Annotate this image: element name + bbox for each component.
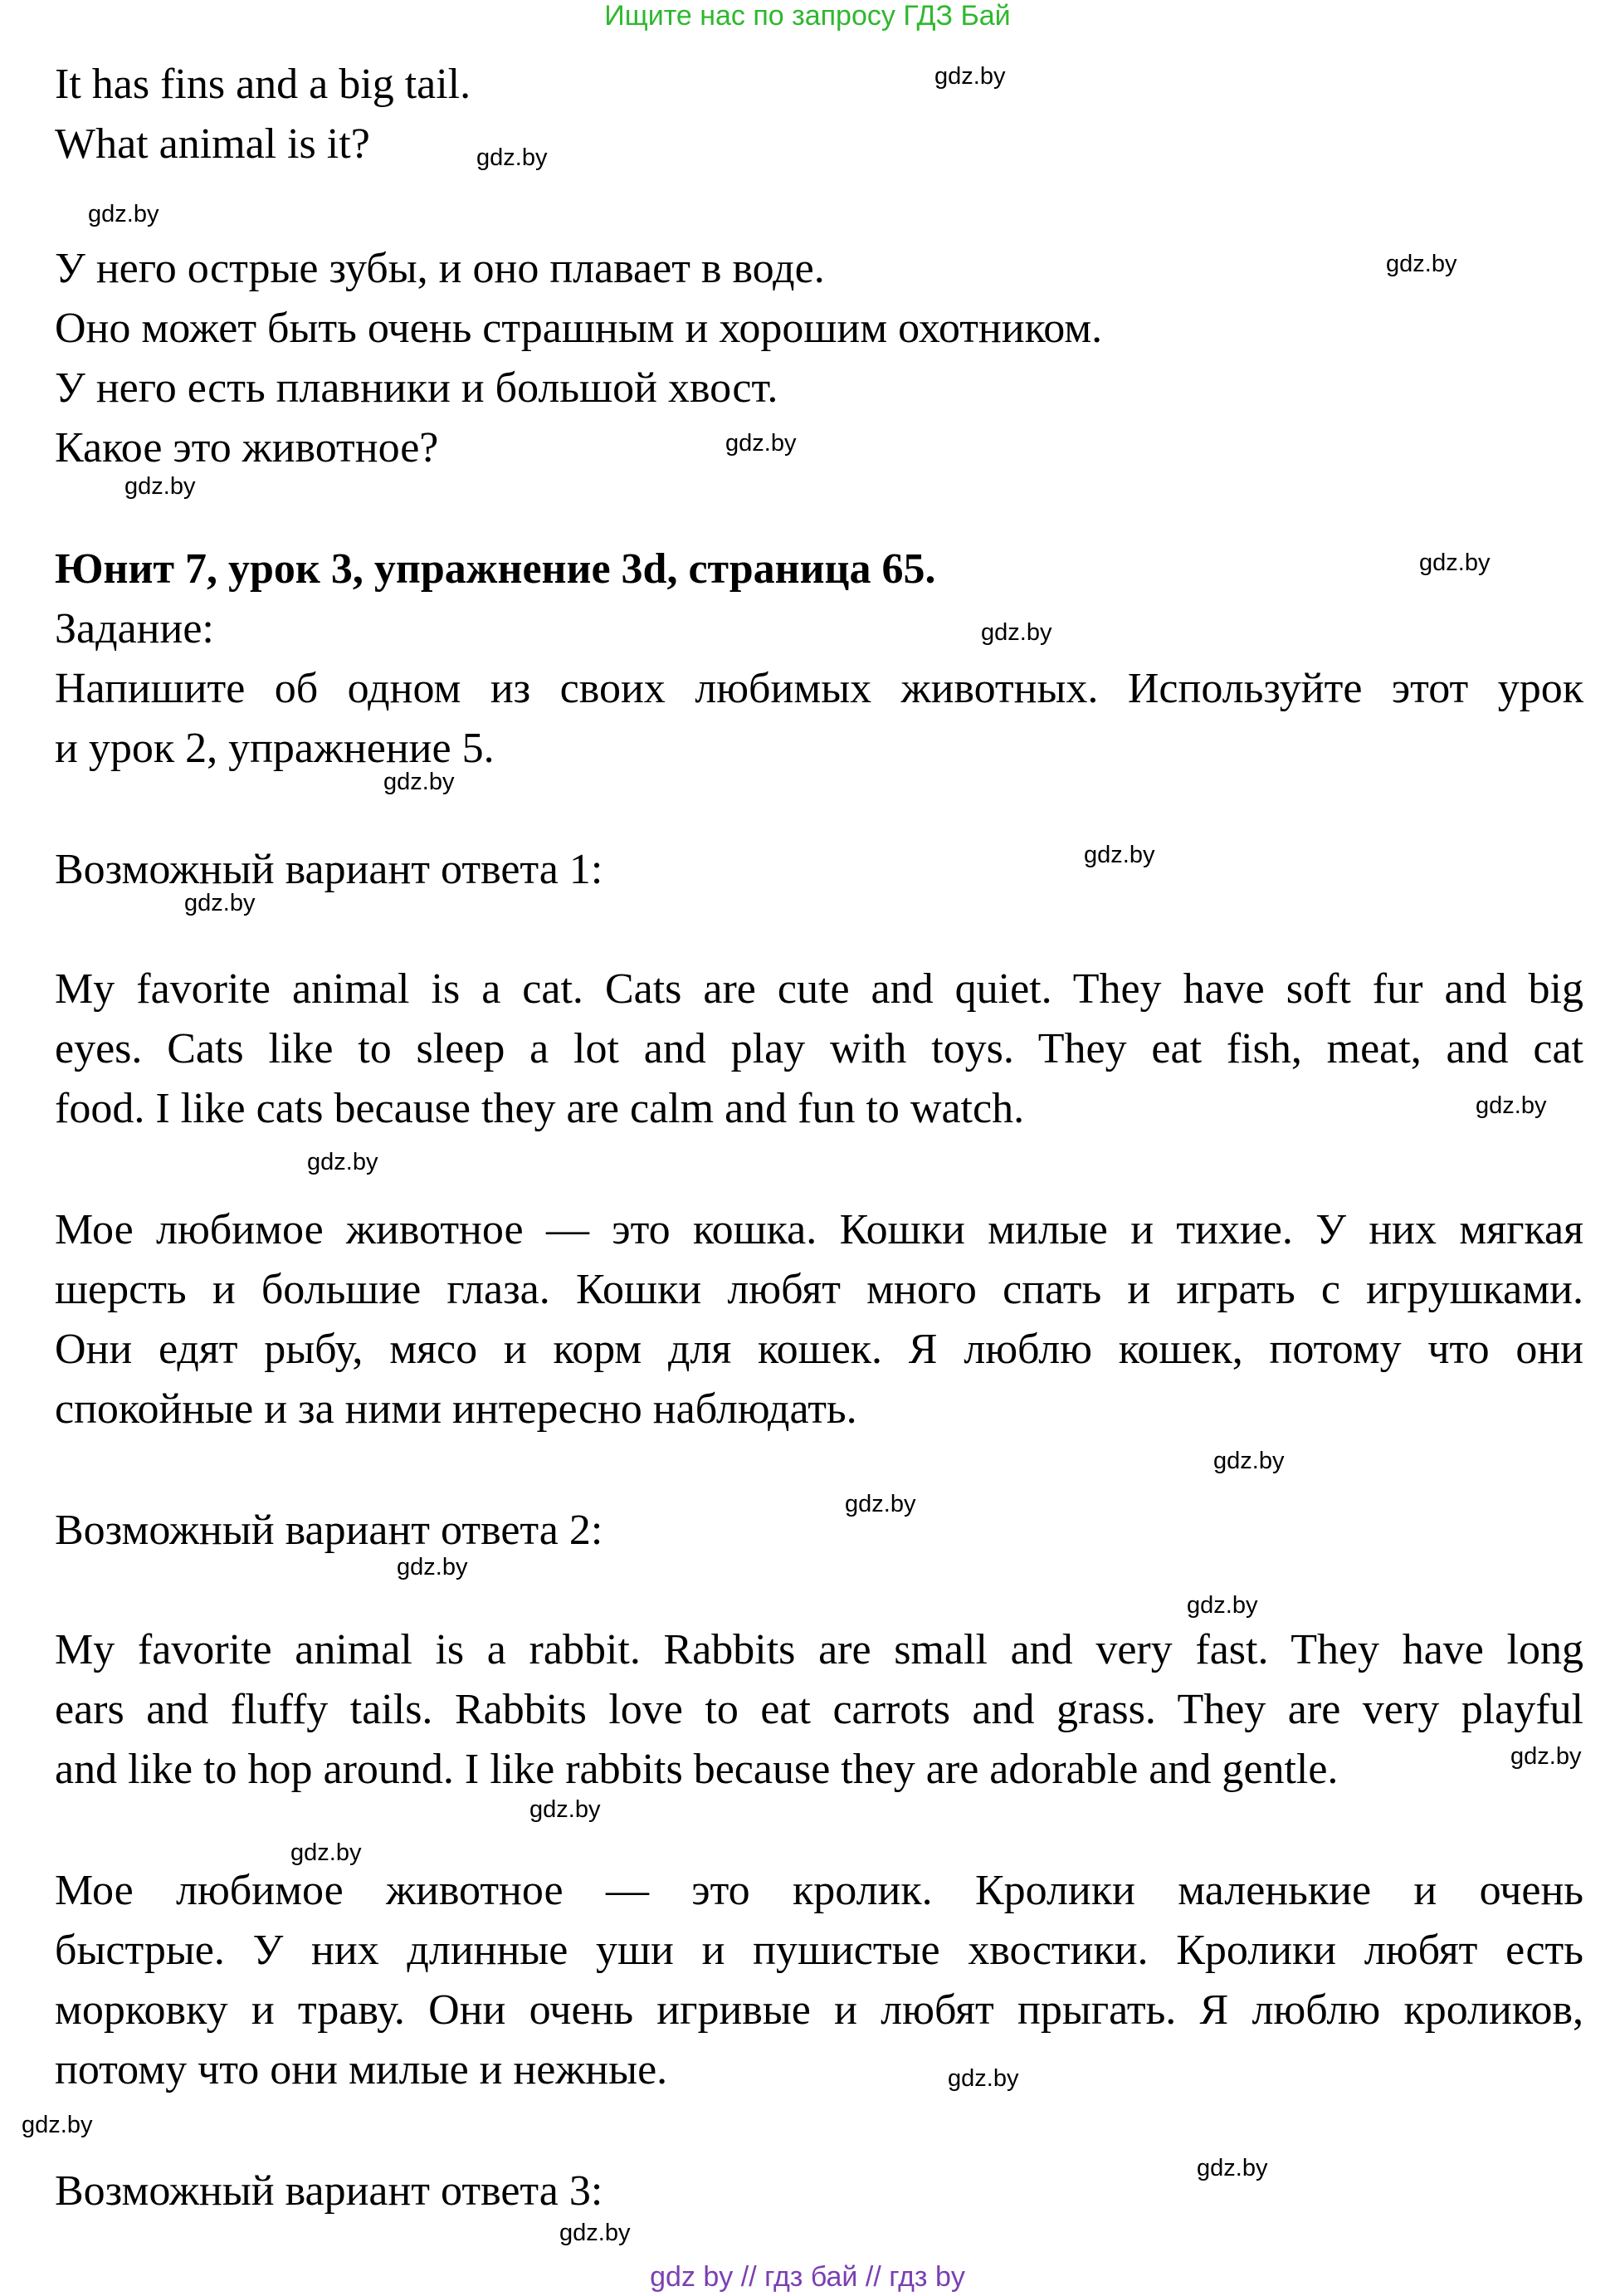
watermark: gdz.by — [1510, 1743, 1582, 1770]
watermark: gdz.by — [559, 2220, 631, 2246]
answer-2-en-line-3: and like to hop around. I like rabbits because they are adorable and gentle. — [55, 1746, 1339, 1793]
riddle-ru-line-3: У него есть плавники и большой хвост. — [55, 364, 778, 412]
watermark: gdz.by — [290, 1839, 362, 1866]
watermark: gdz.by — [22, 2112, 93, 2138]
riddle-ru-line-4: Какое это животное? — [55, 424, 439, 471]
answer-2-ru-line-2: быстрые. У них длинные уши и пушистые хвостики. Кролики любят есть — [55, 1927, 1583, 1974]
task-line-1: Напишите об одном из своих любимых животных. Используйте этот урок — [55, 665, 1583, 712]
watermark: gdz.by — [725, 430, 797, 457]
watermark: gdz.by — [383, 769, 455, 795]
watermark: gdz.by — [1419, 550, 1491, 576]
watermark: gdz.by — [845, 1491, 916, 1517]
watermark: gdz.by — [184, 890, 256, 916]
watermark: gdz.by — [476, 144, 548, 171]
top-search-banner: Ищите нас по запросу ГДЗ Бай — [604, 0, 1011, 32]
watermark: gdz.by — [1476, 1092, 1547, 1119]
riddle-ru-line-2: Оно может быть очень страшным и хорошим охотником. — [55, 305, 1103, 352]
watermark: gdz.by — [397, 1554, 468, 1580]
watermark: gdz.by — [934, 63, 1006, 90]
watermark: gdz.by — [948, 2065, 1019, 2092]
task-label: Задание: — [55, 605, 214, 652]
watermark: gdz.by — [1187, 1592, 1258, 1619]
watermark: gdz.by — [1213, 1448, 1285, 1474]
answer-1-ru-line-3: Они едят рыбу, мясо и корм для кошек. Я люблю кошек, потому что они — [55, 1326, 1583, 1373]
answer-1-ru-line-4: спокойные и за ними интересно наблюдать. — [55, 1385, 857, 1433]
answer-1-en-line-2: eyes. Cats like to sleep a lot and play with toys. They eat fish, meat, and cat — [55, 1025, 1583, 1072]
footer-links: gdz by // гдз бай // гдз by — [650, 2261, 965, 2293]
riddle-en-line-1: It has fins and a big tail. — [55, 61, 471, 108]
answer-2-ru-line-4: потому что они милые и нежные. — [55, 2046, 668, 2093]
watermark: gdz.by — [88, 201, 159, 227]
answer-3-label: Возможный вариант ответа 3: — [55, 2167, 603, 2215]
riddle-ru-line-1: У него острые зубы, и оно плавает в воде. — [55, 245, 825, 292]
answer-2-en-line-1: My favorite animal is a rabbit. Rabbits are small and very fast. They have long — [55, 1626, 1583, 1673]
answer-1-en-line-1: My favorite animal is a cat. Cats are cute and quiet. They have soft fur and big — [55, 965, 1583, 1013]
answer-2-en-line-2: ears and fluffy tails. Rabbits love to eat carrots and grass. They are very playful — [55, 1686, 1583, 1733]
watermark: gdz.by — [1197, 2155, 1268, 2181]
answer-1-ru-line-2: шерсть и большие глаза. Кошки любят много спать и играть с игрушками. — [55, 1266, 1583, 1313]
watermark: gdz.by — [529, 1796, 601, 1823]
watermark: gdz.by — [1084, 842, 1155, 868]
answer-2-label: Возможный вариант ответа 2: — [55, 1507, 603, 1554]
answer-1-en-line-3: food. I like cats because they are calm and fun to watch. — [55, 1085, 1025, 1132]
answer-2-ru-line-1: Мое любимое животное — это кролик. Кролики маленькие и очень — [55, 1867, 1583, 1914]
task-line-2: и урок 2, упражнение 5. — [55, 725, 495, 772]
answer-2-ru-line-3: морковку и траву. Они очень игривые и любят прыгать. Я люблю кроликов, — [55, 1986, 1583, 2034]
watermark: gdz.by — [981, 619, 1052, 646]
watermark: gdz.by — [307, 1149, 378, 1175]
answer-1-label: Возможный вариант ответа 1: — [55, 846, 603, 893]
riddle-en-line-2: What animal is it? — [55, 120, 370, 168]
exercise-heading: Юнит 7, урок 3, упражнение 3d, страница 65. — [55, 545, 936, 593]
watermark: gdz.by — [1386, 251, 1457, 277]
watermark: gdz.by — [124, 473, 196, 500]
answer-1-ru-line-1: Мое любимое животное — это кошка. Кошки милые и тихие. У них мягкая — [55, 1206, 1583, 1253]
